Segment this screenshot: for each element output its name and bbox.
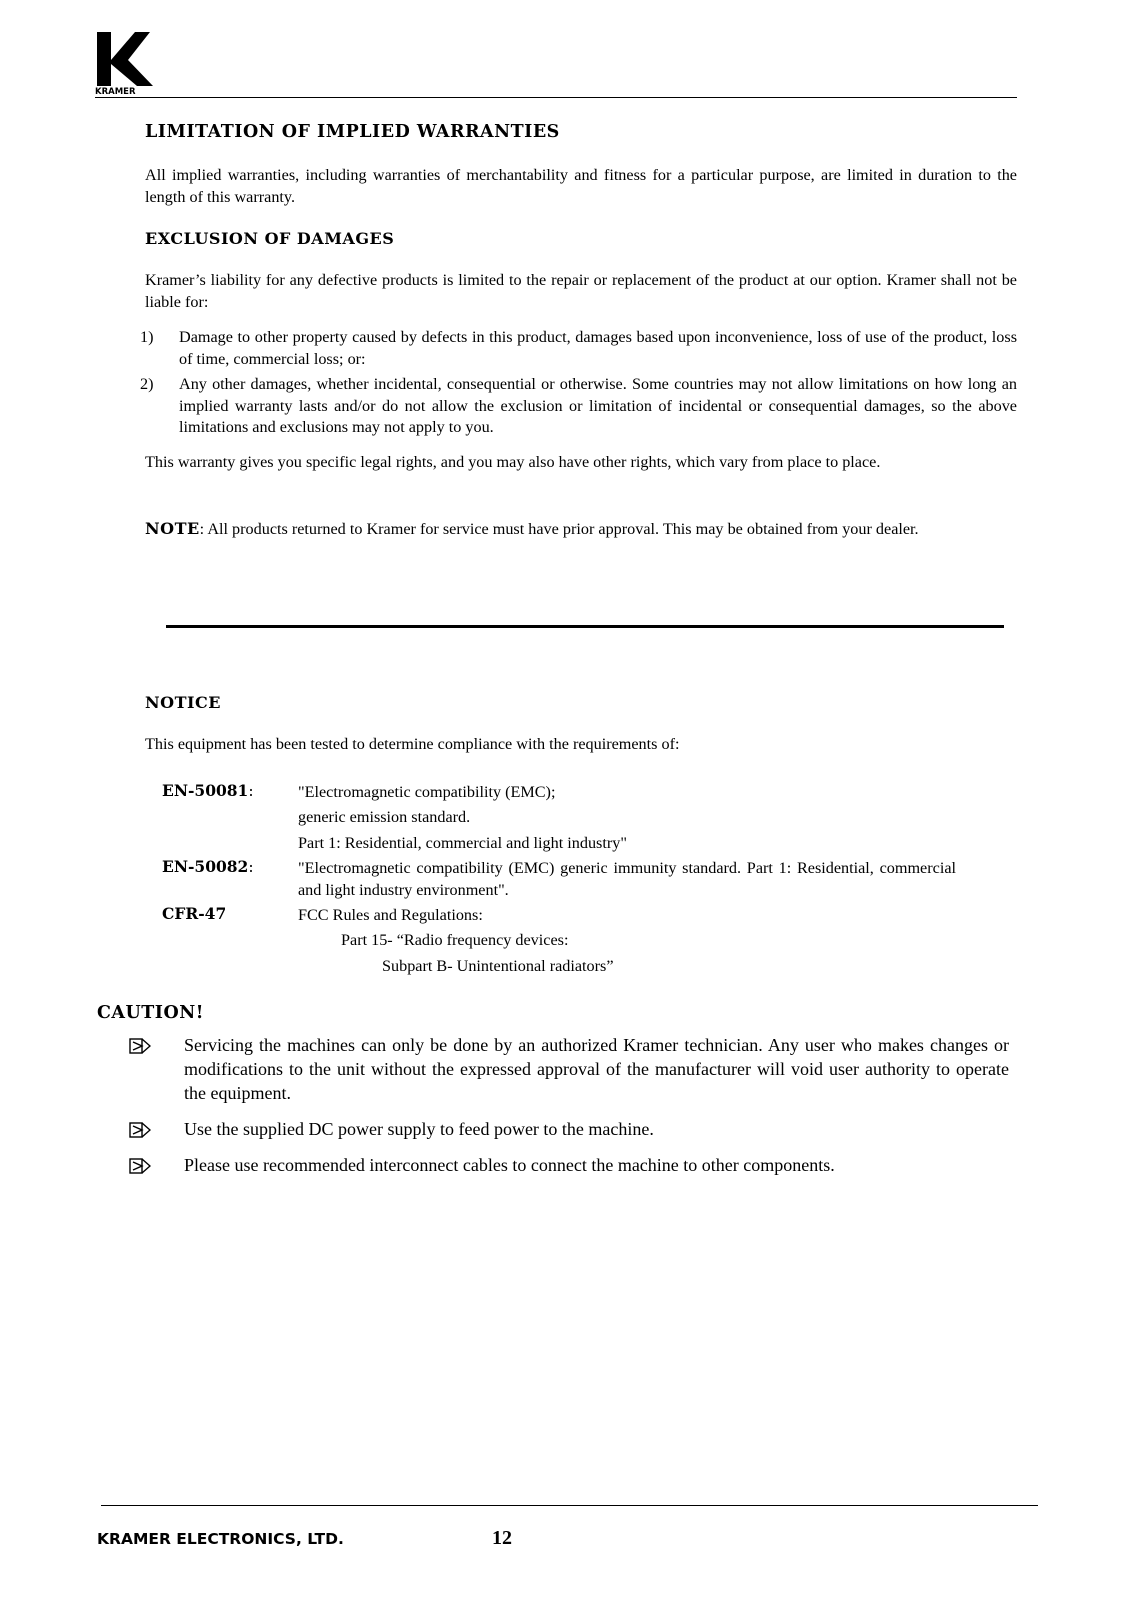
- standard-line: generic emission standard.: [298, 808, 471, 826]
- svg-text:KRAMER: KRAMER: [95, 87, 136, 96]
- list-item-number: 2): [140, 375, 154, 393]
- exclusion-heading: EXCLUSION OF DAMAGES: [145, 229, 395, 248]
- legal-rights-paragraph: This warranty gives you specific legal rights, and you may also have other rights, which vary from place to place.: [145, 453, 881, 471]
- standard-line: Subpart B- Unintentional radiators”: [382, 957, 614, 975]
- exclusion-intro: Kramer’s liability for any defective products is limited to the repair or replacement of the product at our option. Kramer shall not be liable for:: [145, 271, 1017, 311]
- note-text: : All products returned to Kramer for service must have prior approval. This may be obtained from your dealer.: [199, 520, 919, 538]
- note-label: NOTE: [145, 519, 200, 538]
- section-divider: [166, 625, 1004, 628]
- notice-heading: NOTICE: [145, 693, 221, 712]
- list-item-text: Any other damages, whether incidental, consequential or otherwise. Some countries may not allow limitations on how long an implied warranty lasts and/or do not allow the exclusion or limitation of incidental or consequential damages, so the above limitations and exclusions may not apply to you.: [179, 375, 1017, 436]
- note-paragraph: [145, 518, 1017, 541]
- page-number: 12: [492, 1527, 512, 1549]
- standard-line: "Electromagnetic compatibility (EMC);: [298, 783, 556, 801]
- caution-item: Servicing the machines can only be done by an authorized Kramer technician. Any user who makes changes or modifications to the unit without the expressed approval of the manufacturer will void user authority to operate the equipment.: [184, 1035, 1009, 1103]
- kramer-logo: [95, 30, 155, 96]
- standard-line: Part 1: Residential, commercial and light industry": [298, 834, 627, 852]
- caution-item: Please use recommended interconnect cables to connect the machine to other components.: [184, 1155, 835, 1175]
- arrow-box-icon: [129, 1158, 151, 1174]
- standard-code: CFR-47: [162, 904, 227, 923]
- list-item-number: 1): [140, 328, 154, 346]
- standard-code: EN-50081:: [162, 781, 254, 800]
- arrow-box-icon: [129, 1122, 151, 1138]
- standard-line: "Electromagnetic compatibility (EMC) generic immunity standard. Part 1: Residential, commercial and light industry environment".: [298, 859, 956, 899]
- arrow-box-icon: [129, 1038, 151, 1054]
- caution-item: Use the supplied DC power supply to feed power to the machine.: [184, 1119, 654, 1139]
- limitation-heading: LIMITATION OF IMPLIED WARRANTIES: [145, 122, 560, 142]
- notice-intro: This equipment has been tested to determine compliance with the requirements of:: [145, 735, 680, 753]
- footer-company: KRAMER ELECTRONICS, LTD.: [97, 1530, 344, 1548]
- standard-line: FCC Rules and Regulations:: [298, 906, 483, 924]
- standard-line: Part 15- “Radio frequency devices:: [341, 931, 569, 949]
- caution-heading: CAUTION!: [97, 1003, 204, 1023]
- limitation-paragraph: All implied warranties, including warranties of merchantability and fitness for a particular purpose, are limited in duration to the length of this warranty.: [145, 166, 1017, 206]
- footer-divider: [101, 1505, 1038, 1506]
- list-item-text: Damage to other property caused by defects in this product, damages based upon inconvenience, loss of use of the product, loss of time, commercial loss; or:: [179, 328, 1017, 368]
- standard-code: EN-50082:: [162, 857, 254, 876]
- header-divider: [95, 97, 1017, 98]
